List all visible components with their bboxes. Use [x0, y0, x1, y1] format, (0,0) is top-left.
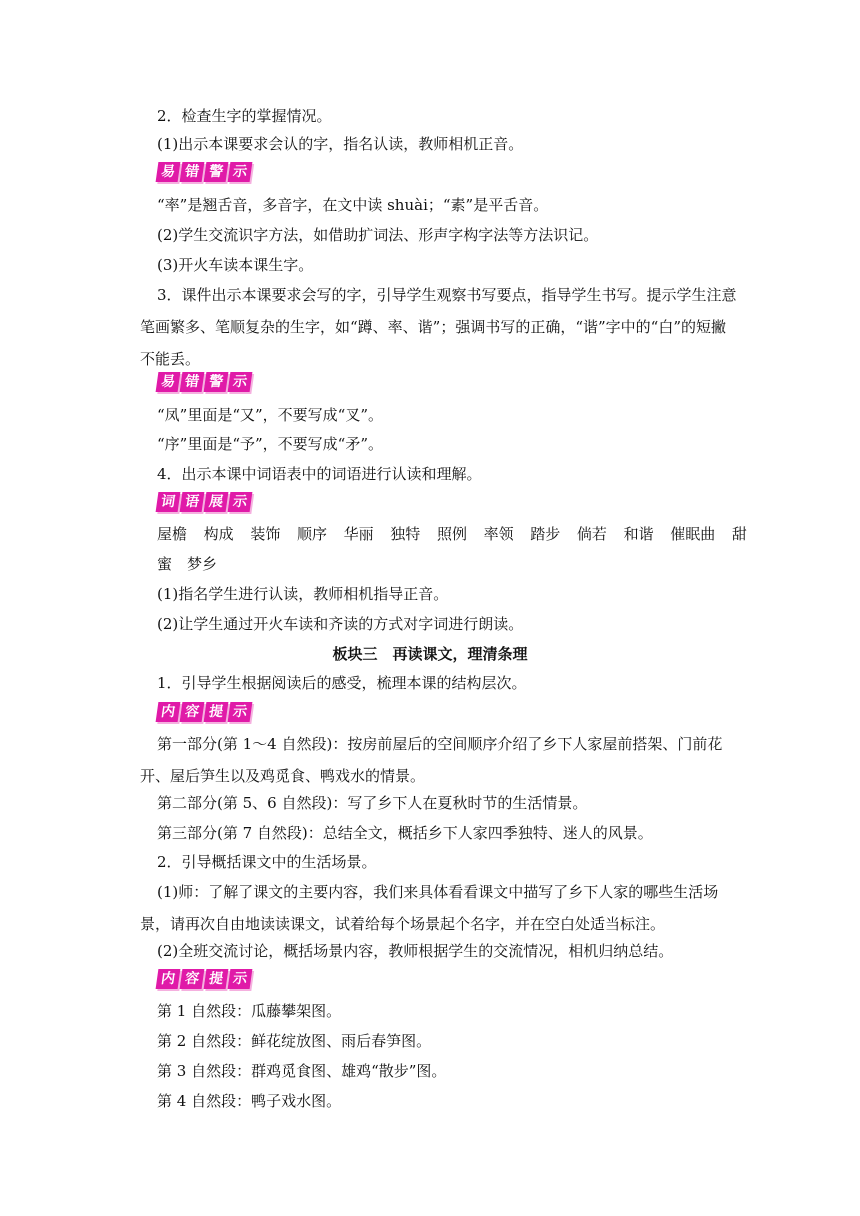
text-line: (2)全班交流讨论，概括场景内容，教师根据学生的交流情况，相机归纳总结。: [157, 942, 674, 960]
text-line: 4．出示本课中词语表中的词语进行认读和理解。: [157, 465, 482, 483]
word: 独特: [390, 525, 421, 543]
text-line: 第三部分(第 7 自然段)：总结全文，概括乡下人家四季独特、迷人的风景。: [157, 824, 653, 842]
word: 率领: [483, 525, 514, 543]
banner-char: 词: [156, 492, 181, 512]
words-banner: [157, 492, 251, 514]
banner-char: 提: [204, 969, 229, 989]
text-line: (3)开火车读本课生字。: [157, 256, 314, 274]
word: 华丽: [343, 525, 374, 543]
paragraph: 3．课件出示本课要求会写的字，引导学生观察书写要点，指导学生书写。提示学生注意笔画繁多、笔顺复杂的生字，如“蹲、率、谐”；强调书写的正确，“谐”字中的“白”的短撇不能丢。: [140, 286, 737, 368]
text-line: “凤”里面是“又”，不要写成“叉”。: [157, 406, 384, 424]
banner-char: 易: [156, 162, 181, 182]
text-line: (1)指名学生进行认读，教师相机指导正音。: [157, 585, 449, 603]
paragraph: (1)师：了解了课文的主要内容，我们来具体看看课文中描写了乡下人家的哪些生活场景，请再次自由地读读课文，试着给每个场景起个名字，并在空白处适当标注。: [140, 883, 719, 933]
text-line: 1．引导学生根据阅读后的感受，梳理本课的结构层次。: [157, 674, 527, 692]
text-line: 第 4 自然段：鸭子戏水图。: [157, 1092, 342, 1110]
banner-char: 错: [180, 162, 205, 182]
paragraph: 第一部分(第 1～4 自然段)：按房前屋后的空间顺序介绍了乡下人家屋前搭架、门前花开、屋后笋生以及鸡觅食、鸭戏水的情景。: [140, 735, 723, 785]
text-line: “率”是翘舌音，多音字，在文中读 shuài；“素”是平舌音。: [157, 196, 549, 214]
warning-banner: [157, 372, 251, 394]
text-line: 第 2 自然段：鲜花绽放图、雨后春笋图。: [157, 1032, 432, 1050]
banner-char: 示: [228, 702, 253, 722]
banner-char: 示: [228, 162, 253, 182]
text-line: 第 1 自然段：瓜藤攀架图。: [157, 1002, 342, 1020]
section-heading: 板块三 再读课文，理清条理: [332, 645, 528, 663]
word: 装饰: [250, 525, 281, 543]
word: 踏步: [530, 525, 561, 543]
word: 构成: [203, 525, 234, 543]
word: 倘若: [576, 525, 607, 543]
content-banner: [157, 969, 251, 991]
banner-char: 示: [228, 969, 253, 989]
banner-char: 容: [180, 969, 205, 989]
banner-char: 容: [180, 702, 205, 722]
text-line: 第二部分(第 5、6 自然段)：写了乡下人在夏秋时节的生活情景。: [157, 794, 588, 812]
word: 顺序: [296, 525, 327, 543]
banner-char: 内: [156, 969, 181, 989]
text-line: “序”里面是“予”，不要写成“矛”。: [157, 435, 384, 453]
banner-char: 易: [156, 372, 181, 392]
text-line: 2．引导概括课文中的生活场景。: [157, 853, 377, 871]
text-line: 2．检查生字的掌握情况。: [157, 107, 332, 125]
text-line: (2)学生交流识字方法，如借助扩词法、形声字构字法等方法识记。: [157, 226, 599, 244]
word: 屋檐: [157, 525, 188, 543]
word: 照例: [436, 525, 467, 543]
word: 甜: [731, 525, 747, 543]
banner-char: 错: [180, 372, 205, 392]
text-line: 蜜 梦乡: [157, 555, 218, 573]
word: 催眠曲: [670, 525, 716, 543]
banner-char: 内: [156, 702, 181, 722]
banner-char: 展: [204, 492, 229, 512]
banner-char: 警: [204, 162, 229, 182]
text-line: (2)让学生通过开火车读和齐读的方式对字词进行朗读。: [157, 615, 524, 633]
content-banner: [157, 702, 251, 724]
banner-char: 示: [228, 372, 253, 392]
text-line: (1)出示本课要求会认的字，指名认读，教师相机正音。: [157, 135, 524, 153]
warning-banner: [157, 162, 251, 184]
banner-char: 示: [228, 492, 253, 512]
banner-char: 警: [204, 372, 229, 392]
text-line: 第 3 自然段：群鸡觅食图、雄鸡“散步”图。: [157, 1062, 447, 1080]
banner-char: 语: [180, 492, 205, 512]
word-list: [157, 523, 747, 545]
word: 和谐: [623, 525, 654, 543]
banner-char: 提: [204, 702, 229, 722]
